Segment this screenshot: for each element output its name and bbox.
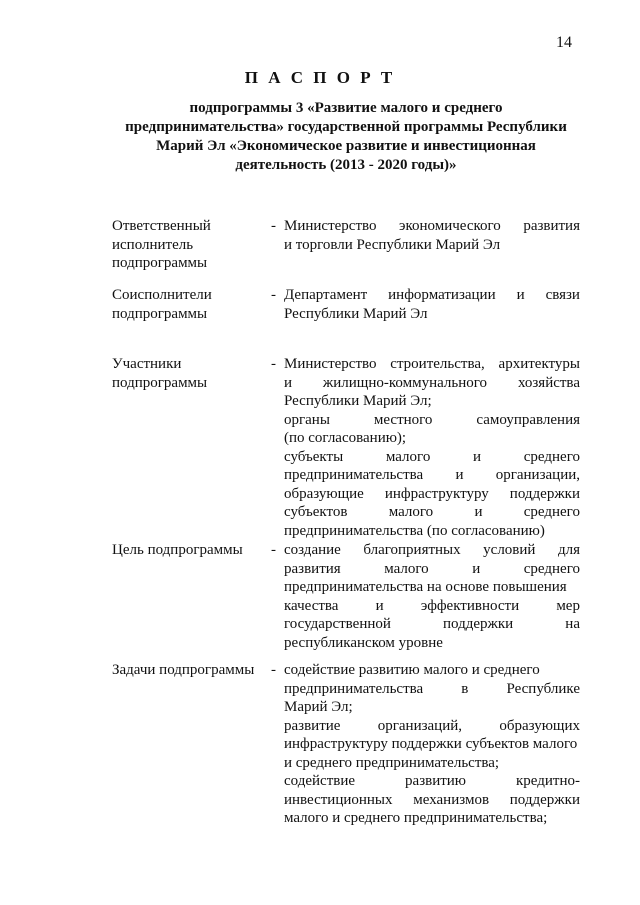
row-value-line [284, 485, 580, 504]
row-value-word: механизмов [413, 791, 490, 808]
row-value-line [284, 560, 580, 579]
row-value-word: среднего [523, 448, 580, 465]
row-value-word: связи [545, 287, 580, 303]
row-value-line [284, 448, 580, 467]
row-label-line: Участники [112, 356, 182, 372]
subtitle-line: предпринимательства» государственной программы Республики [125, 119, 567, 135]
row-label-line: Соисполнители [112, 287, 212, 303]
row-value-word: создание [284, 542, 341, 558]
row-value-word: и [284, 374, 293, 391]
row-value [284, 661, 580, 828]
row-value-line [284, 615, 580, 634]
row-value-word: самоуправления [476, 411, 580, 428]
row-value-word: кредитно- [516, 773, 580, 789]
row-value-line [284, 578, 580, 597]
row-value-word: эффективности [420, 597, 520, 614]
row-value-word: качества [284, 597, 339, 614]
row-value-line [284, 772, 580, 791]
row-label [112, 661, 272, 680]
row-value-word: поддержки [509, 485, 580, 502]
row-value-word: и [516, 287, 525, 303]
row-label-line: Задачи подпрограммы [112, 662, 255, 678]
row-value-line [284, 392, 580, 411]
row-value-word: содействие [284, 773, 356, 789]
row-value-word: предпринимательства [284, 680, 424, 697]
row-value-word: архитектуры [498, 356, 580, 372]
row-value-line [284, 735, 580, 754]
row-value-word: информатизации [388, 287, 496, 303]
subtitle-line: деятельность (2013 - 2020 годы)» [235, 157, 457, 173]
row-label-line: Цель подпрограммы [112, 542, 243, 558]
row-value-word: Марий Эл; [284, 699, 353, 715]
row-value-word: среднего [523, 504, 580, 520]
row-value-word: органы [284, 411, 330, 428]
row-value-word: содействие развитию малого и среднего [284, 662, 540, 678]
row-value-word: развитие [284, 717, 341, 734]
row-value-word: и [473, 448, 482, 465]
row-value-word: в [461, 680, 469, 697]
row-value-word: экономического [399, 218, 501, 234]
row-value-word: республиканском уровне [284, 634, 443, 651]
row-value-word: местного [373, 411, 433, 428]
row-value-line [284, 661, 580, 680]
row-value-word: государственной [284, 616, 391, 632]
row-value-word: поддержки [443, 616, 514, 632]
row-value-word: предпринимательства на основе повышения [284, 579, 567, 595]
row-label [112, 286, 272, 323]
row-value-word: Министерство [284, 218, 377, 234]
subtitle-line: Марий Эл «Экономическое развитие и инвестиционная [156, 138, 536, 154]
row-value-word: организаций, [377, 717, 463, 734]
row-label-line: исполнитель [112, 236, 194, 253]
row-value-word: развития [523, 218, 580, 234]
row-value-word: и [472, 560, 481, 577]
row-value-word: развития [284, 560, 341, 577]
row-value-line [284, 597, 580, 616]
row-value-word: на [565, 616, 580, 632]
row-value-line [284, 305, 580, 324]
row-value-line [284, 791, 580, 810]
row-value-word: субъекты [284, 448, 344, 465]
row-value-word: Республики Марий Эл; [284, 393, 432, 409]
row-value-word: малого [385, 448, 431, 465]
row-value-line [284, 809, 580, 828]
row-dash: - [271, 218, 276, 234]
row-value-line [284, 466, 580, 485]
row-value-word: условий [483, 542, 536, 558]
row-value-word: Департамент [284, 287, 368, 303]
document-subtitle [110, 99, 582, 175]
row-value-word: малого и среднего предпринимательства; [284, 810, 548, 826]
row-value-word: и [375, 597, 384, 614]
row-value-word: образующие [284, 485, 364, 502]
row-value-line [284, 680, 580, 699]
subtitle-line: подпрограммы 3 «Развитие малого и среднего [189, 100, 503, 116]
row-value-word: инфраструктуру [384, 485, 489, 502]
row-value-word: Республики Марий Эл [284, 305, 428, 322]
page-number: 14 [556, 34, 572, 51]
row-value-line [284, 429, 580, 448]
row-value-word: инвестиционных [284, 791, 393, 808]
row-value-line [284, 541, 580, 560]
row-value-word: инфраструктуру поддержки субъектов малого [284, 736, 578, 752]
row-value-line [284, 698, 580, 717]
row-value-line [284, 634, 580, 653]
row-value-word: Министерство [284, 356, 377, 372]
row-value-word: Республике [506, 680, 580, 697]
row-value-line [284, 236, 580, 255]
row-value-line [284, 355, 580, 374]
row-value-word: жилищно-коммунального [322, 374, 488, 391]
row-value-word: организации, [495, 467, 580, 483]
row-value-line [284, 754, 580, 773]
row-value-word: и среднего предпринимательства; [284, 754, 500, 771]
row-value-word: малого [384, 560, 429, 577]
row-value-word: субъектов [284, 504, 348, 520]
row-value-word: и торговли Республики Марий Эл [284, 236, 501, 253]
row-dash: - [271, 662, 276, 678]
row-dash: - [271, 287, 276, 303]
row-label-line: подпрограммы [112, 255, 208, 271]
row-value-word: предпринимательства [284, 467, 424, 483]
row-value-word: поддержки [509, 791, 580, 808]
row-value-line [284, 217, 580, 236]
row-value-line [284, 374, 580, 393]
document-title: П А С П О Р Т [244, 68, 396, 87]
row-label [112, 541, 272, 560]
row-value-line [284, 717, 580, 736]
row-dash: - [271, 542, 276, 558]
row-label-line: Ответственный [112, 218, 211, 234]
row-value-line [284, 411, 580, 430]
row-label-line: подпрограммы [112, 305, 208, 322]
row-value-word: предпринимательства (по согласованию) [284, 522, 545, 539]
row-value-line [284, 503, 580, 522]
row-label [112, 217, 272, 273]
row-value-word: строительства, [390, 356, 485, 372]
row-value-word: развитию [405, 773, 467, 789]
row-value-word: благоприятных [363, 542, 461, 558]
row-value-word: мер [556, 597, 580, 614]
row-value-line [284, 522, 580, 541]
row-value-word: образующих [499, 717, 580, 734]
row-value-word: хозяйства [517, 374, 580, 391]
row-value [284, 541, 580, 652]
row-value [284, 217, 580, 254]
row-value-word: (по согласованию); [284, 430, 407, 446]
row-label-line: подпрограммы [112, 374, 208, 391]
row-dash: - [271, 356, 276, 372]
row-value-line [284, 286, 580, 305]
row-value [284, 355, 580, 540]
row-value-word: и [455, 467, 464, 483]
row-value-word: для [557, 542, 580, 558]
row-value [284, 286, 580, 323]
row-value-word: и [474, 504, 483, 520]
row-label [112, 355, 272, 392]
row-value-word: среднего [523, 560, 580, 577]
row-value-word: малого [388, 504, 434, 520]
